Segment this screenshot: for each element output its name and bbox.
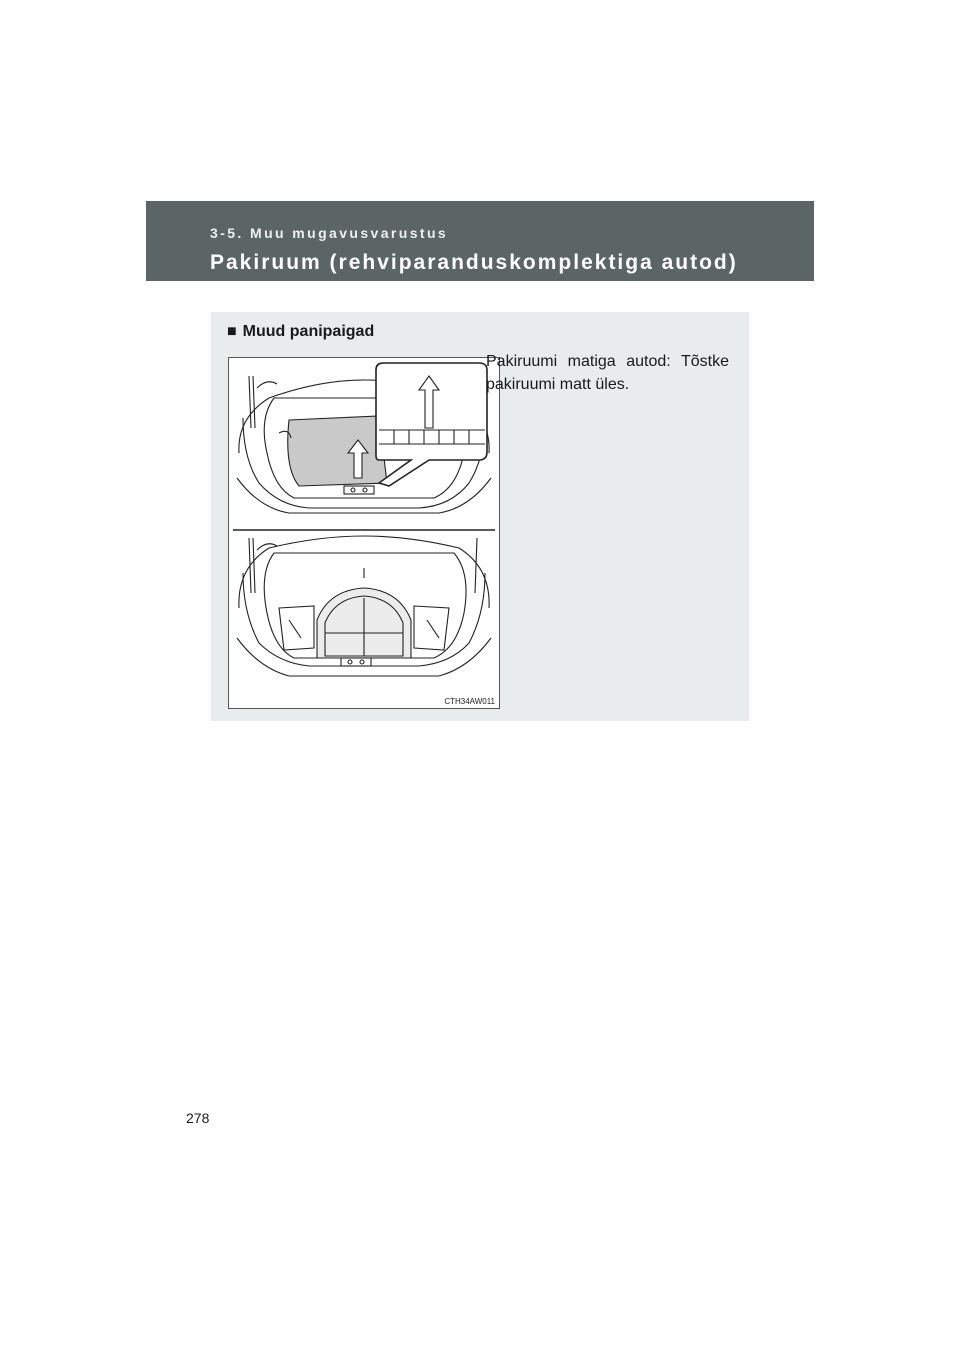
figure-code: CTH34AW011 — [444, 697, 495, 706]
trunk-illustration-svg — [229, 358, 499, 708]
page-title: Pakiruum (rehviparanduskomplektiga autod) — [210, 251, 738, 274]
page-number: 278 — [186, 1110, 210, 1126]
section-header — [146, 201, 814, 281]
section-label: 3-5. Muu mugavusvarustus — [210, 225, 449, 241]
trunk-illustration — [228, 357, 500, 709]
square-bullet-icon: ■ — [227, 323, 237, 340]
content-panel — [211, 312, 749, 721]
subheading-text: Muud panipaigad — [242, 323, 375, 340]
subheading — [227, 323, 374, 341]
instruction-text: Pakiruumi matiga autod: Tõstke pakiruumi matt üles. — [486, 353, 729, 393]
